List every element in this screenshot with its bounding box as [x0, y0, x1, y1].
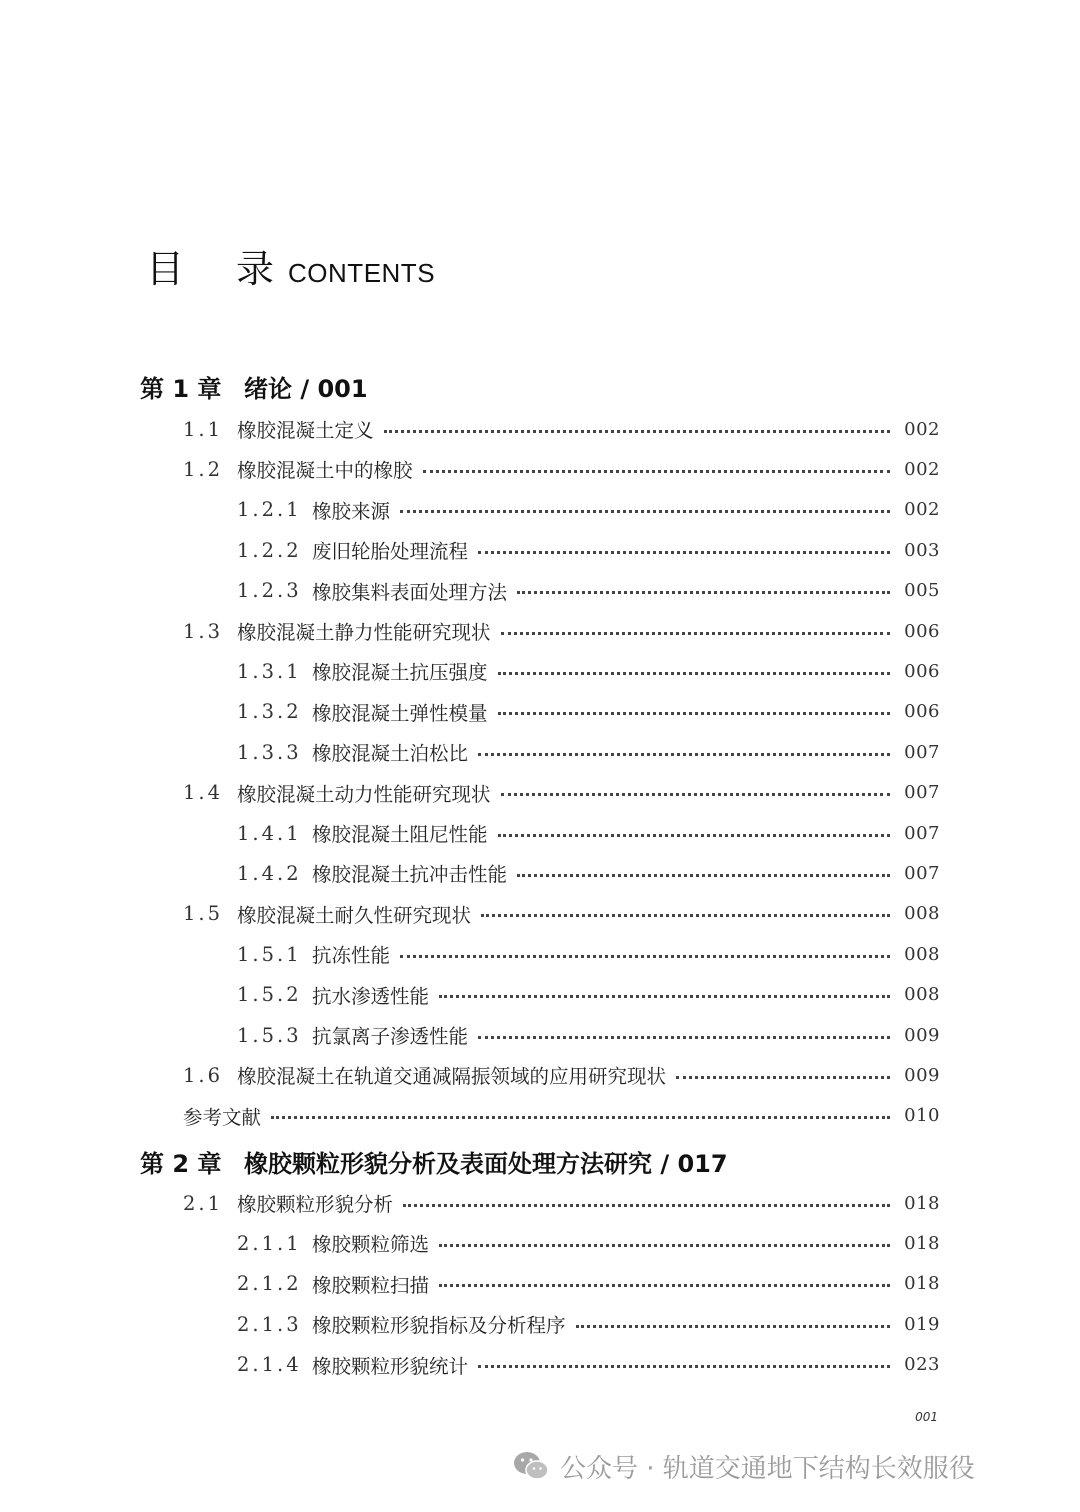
toc-entry-title: 参考文献 — [183, 1105, 262, 1129]
chapter-title: 橡胶颗粒形貌分析及表面处理方法研究 / 017 — [244, 1149, 728, 1178]
toc-entry-title: 橡胶颗粒筛选 — [312, 1233, 430, 1257]
dot-leader — [403, 1204, 890, 1207]
page-folio: 001 — [915, 1410, 938, 1424]
toc-entry-title: 橡胶混凝土中的橡胶 — [237, 459, 413, 483]
heading-en: CONTENTS — [288, 258, 436, 288]
toc-subsection-row[interactable] — [237, 535, 940, 565]
toc-page-number: 019 — [904, 1313, 940, 1335]
toc-entry-number: 1.4.2 — [237, 861, 302, 885]
toc-entry-number: 1.1 — [183, 417, 224, 441]
toc-entry-number: 1.3.3 — [237, 740, 302, 764]
toc-entry-title: 橡胶混凝土在轨道交通减隔振领域的应用研究现状 — [237, 1065, 667, 1089]
toc-page-number: 010 — [904, 1105, 940, 1127]
toc-entry-title: 橡胶混凝土抗冲击性能 — [312, 863, 508, 887]
dot-leader — [400, 955, 890, 958]
toc-page-number: 002 — [904, 458, 940, 480]
dot-leader — [439, 995, 890, 998]
dot-leader — [517, 874, 890, 877]
toc-page-number: 007 — [904, 741, 940, 763]
dot-leader — [501, 793, 891, 796]
toc-entry-title: 橡胶集料表面处理方法 — [312, 580, 508, 604]
toc-entry-number: 2.1.4 — [237, 1353, 302, 1377]
toc-entry-number: 1.3.2 — [237, 700, 302, 724]
toc-page-number: 007 — [904, 782, 940, 804]
toc-entry-title: 橡胶混凝土静力性能研究现状 — [237, 621, 491, 644]
dot-leader — [481, 914, 890, 917]
toc-entry-number: 2.1.2 — [237, 1272, 302, 1296]
watermark — [512, 1446, 975, 1486]
toc-entry-title: 橡胶颗粒扫描 — [312, 1273, 430, 1297]
toc-entry-title: 橡胶颗粒形貌指标及分析程序 — [312, 1314, 566, 1338]
toc-section-row[interactable] — [183, 616, 940, 646]
toc-subsection-row[interactable] — [237, 495, 940, 525]
toc-entry-title: 橡胶混凝土抗压强度 — [312, 661, 488, 685]
toc-entry-number: 1.5.1 — [237, 942, 302, 966]
toc-entry-number: 1.2.3 — [237, 579, 302, 603]
toc-section-row[interactable] — [183, 778, 940, 808]
toc-section-row[interactable] — [183, 899, 940, 929]
toc-entry-title: 橡胶来源 — [312, 499, 391, 523]
toc-entry-number: 1.4 — [183, 781, 224, 805]
dot-leader — [400, 510, 890, 513]
toc-page-number: 018 — [904, 1273, 940, 1295]
chapter-heading[interactable] — [140, 368, 368, 404]
chapter-title: 绪论 / 001 — [244, 374, 368, 403]
dot-leader — [423, 470, 891, 473]
toc-page-number: 008 — [904, 984, 940, 1006]
toc-entry-title: 抗氯离子渗透性能 — [312, 1025, 469, 1048]
toc-page-number: 005 — [904, 580, 940, 602]
toc-entry-number: 1.3.1 — [237, 659, 302, 683]
toc-entry-number: 1.2.2 — [237, 538, 302, 562]
toc-page-number: 003 — [904, 539, 940, 561]
toc-entry-number: 1.2.1 — [237, 498, 302, 522]
dot-leader — [498, 672, 891, 675]
toc-entry-number: 2.1.3 — [237, 1312, 302, 1336]
toc-section-row[interactable] — [183, 414, 940, 444]
toc-subsection-row[interactable] — [237, 656, 940, 686]
dot-leader — [478, 753, 890, 756]
toc-subsection-row[interactable] — [237, 1020, 940, 1050]
toc-entry-title: 橡胶混凝土耐久性研究现状 — [237, 903, 472, 927]
toc-entry-number: 1.5.2 — [237, 983, 302, 1007]
dot-leader — [676, 1076, 890, 1079]
toc-page-number: 023 — [904, 1354, 940, 1376]
dot-leader — [478, 551, 890, 554]
toc-subsection-row[interactable] — [237, 980, 940, 1010]
dot-leader — [498, 712, 891, 715]
toc-section-row[interactable] — [183, 1060, 940, 1090]
toc-section-row[interactable] — [183, 454, 940, 484]
toc-entry-title: 橡胶混凝土阻尼性能 — [312, 823, 488, 846]
toc-subsection-row[interactable] — [237, 1228, 940, 1258]
dot-leader — [478, 1036, 890, 1039]
wechat-icon — [512, 1450, 550, 1482]
toc-entry-title: 抗水渗透性能 — [312, 984, 430, 1008]
dot-leader — [271, 1116, 890, 1119]
toc-entry-number: 2.1 — [183, 1191, 224, 1215]
toc-page-number: 006 — [904, 660, 940, 682]
toc-entry-title: 橡胶颗粒形貌分析 — [237, 1193, 394, 1216]
toc-subsection-row[interactable] — [237, 697, 940, 727]
dot-leader — [501, 632, 891, 635]
toc-entry-title: 橡胶混凝土动力性能研究现状 — [237, 782, 491, 806]
toc-entry-title: 橡胶混凝土弹性模量 — [312, 701, 488, 725]
toc-entry-number: 1.3 — [183, 619, 224, 643]
toc-page-number: 009 — [904, 1024, 940, 1046]
heading-cn-second: 录 — [236, 247, 275, 291]
toc-entry-number: 1.2 — [183, 457, 224, 481]
toc-entry-title: 抗冻性能 — [312, 944, 391, 968]
toc-entry-number: 1.6 — [183, 1063, 224, 1087]
toc-subsection-row[interactable] — [237, 818, 940, 848]
toc-page-number: 006 — [904, 701, 940, 723]
toc-entry-number: 1.4.1 — [237, 821, 302, 845]
toc-subsection-row[interactable] — [237, 1269, 940, 1299]
toc-page-number: 018 — [904, 1192, 940, 1214]
chapter-label: 第 2 章 — [140, 1149, 222, 1178]
toc-page-number: 009 — [904, 1064, 940, 1086]
toc-page-number: 002 — [904, 499, 940, 521]
toc-entry-title: 橡胶颗粒形貌统计 — [312, 1354, 469, 1378]
page-heading — [146, 238, 435, 298]
dot-leader — [439, 1244, 890, 1247]
toc-page-number: 008 — [904, 903, 940, 925]
toc-page-number: 002 — [904, 418, 940, 440]
watermark-text: 公众号 · 轨道交通地下结构长效服役 — [560, 1453, 975, 1484]
toc-entry-number: 1.5.3 — [237, 1023, 302, 1047]
chapter-label: 第 1 章 — [140, 374, 222, 403]
dot-leader — [439, 1284, 890, 1287]
dot-leader — [498, 834, 891, 837]
toc-entry-number: 1.5 — [183, 902, 224, 926]
toc-references-row[interactable] — [183, 1101, 940, 1131]
chapter-heading[interactable] — [140, 1143, 728, 1179]
toc-page-number: 007 — [904, 862, 940, 884]
dot-leader — [517, 591, 890, 594]
toc-entry-number: 2.1.1 — [237, 1231, 302, 1255]
toc-entry-title: 橡胶混凝土泊松比 — [312, 742, 469, 766]
toc-entry-title: 废旧轮胎处理流程 — [312, 540, 469, 564]
toc-page-number: 018 — [904, 1232, 940, 1254]
toc-section-row[interactable] — [183, 1188, 940, 1218]
toc-page-number: 007 — [904, 822, 940, 844]
heading-cn-first: 目 — [146, 247, 185, 291]
dot-leader — [576, 1325, 891, 1328]
toc-subsection-row[interactable] — [237, 939, 940, 969]
toc-subsection-row[interactable] — [237, 737, 940, 767]
toc-subsection-row[interactable] — [237, 1350, 940, 1380]
toc-entry-title: 橡胶混凝土定义 — [237, 419, 374, 442]
dot-leader — [384, 430, 891, 433]
toc-page-number: 008 — [904, 943, 940, 965]
toc-subsection-row[interactable] — [237, 858, 940, 888]
dot-leader — [478, 1365, 890, 1368]
toc-subsection-row[interactable] — [237, 576, 940, 606]
toc-page-number: 006 — [904, 620, 940, 642]
toc-subsection-row[interactable] — [237, 1309, 940, 1339]
